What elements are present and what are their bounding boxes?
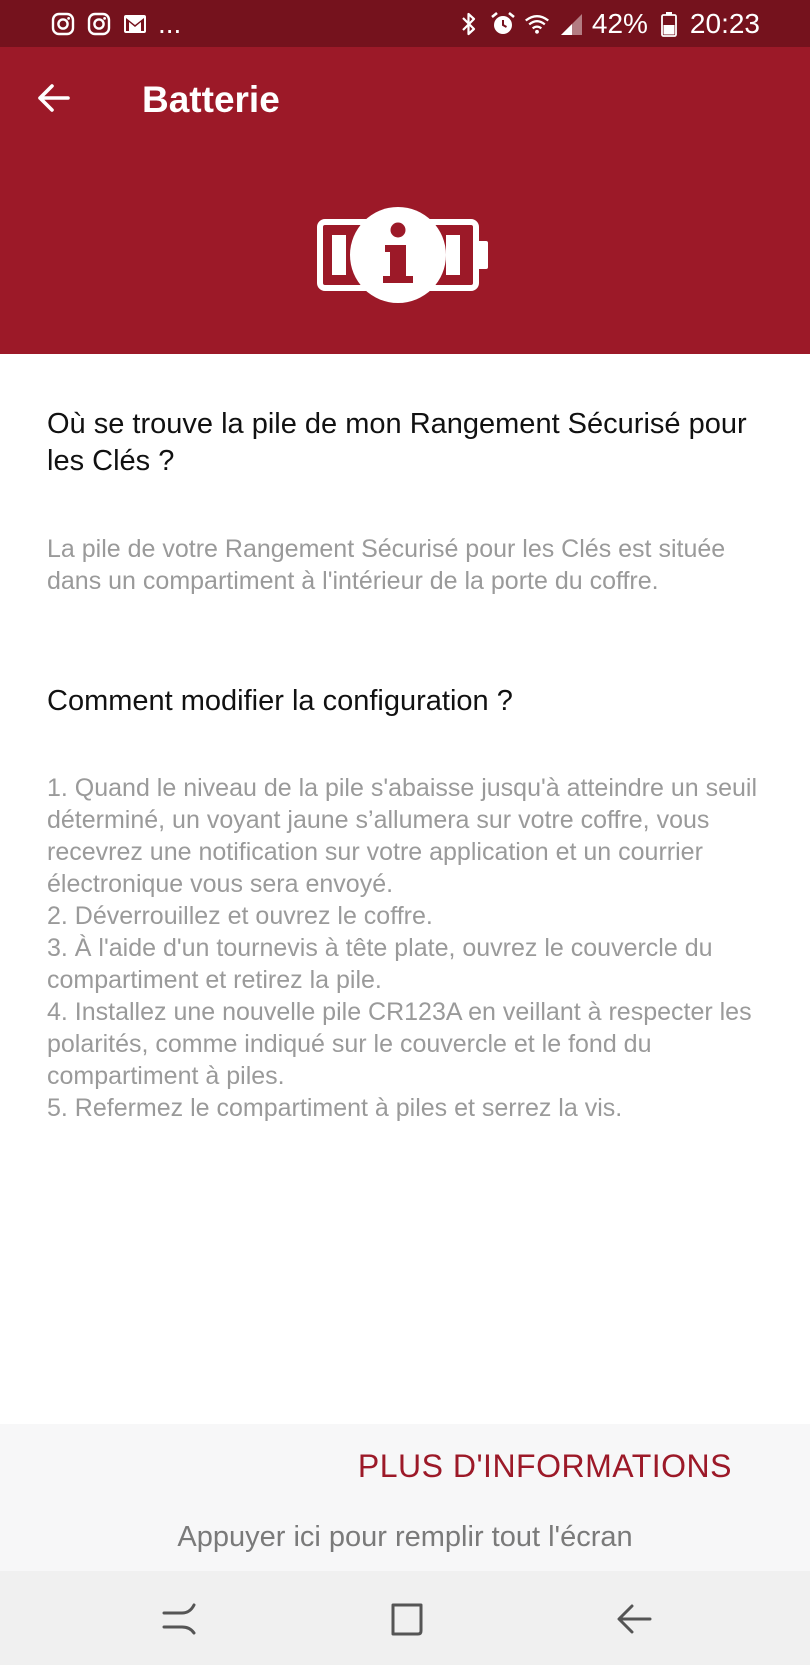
nav-back-button[interactable] xyxy=(610,1595,658,1643)
gmail-icon xyxy=(122,11,148,37)
home-button[interactable] xyxy=(383,1595,431,1643)
recents-icon xyxy=(160,1601,200,1637)
notification-overflow: ... xyxy=(158,7,182,39)
faq-step: 3. À l'aide d'un tournevis à tête plate, ouvrez le couvercle du compartiment et retirez la pile. xyxy=(47,934,713,994)
clock: 20:23 xyxy=(689,7,760,39)
more-info-button[interactable]: PLUS D'INFORMATIONS xyxy=(357,1448,732,1484)
faq-step: 5. Refermez le compartiment à piles et serrez la vis. xyxy=(47,1094,623,1122)
fill-screen-link[interactable]: Appuyer ici pour remplir tout l'écran xyxy=(177,1521,633,1553)
back-button[interactable] xyxy=(28,73,78,123)
recents-button[interactable] xyxy=(156,1595,204,1643)
bottom-panel xyxy=(0,1424,810,1571)
home-icon xyxy=(387,1599,427,1639)
wifi-icon xyxy=(524,11,550,37)
signal-icon xyxy=(558,11,584,37)
instagram-icon xyxy=(86,11,112,37)
status-indicators xyxy=(456,0,760,47)
faq-question-configuration: Comment modifier la configuration ? xyxy=(47,685,513,717)
battery-status-icon xyxy=(656,11,682,37)
system-nav-bar xyxy=(0,1571,810,1665)
instagram-icon xyxy=(50,11,76,37)
faq-answer-battery-location: La pile de votre Rangement Sécurisé pour les Clés est située dans un compartiment à l'intérieur de la porte du coffre. xyxy=(47,535,726,595)
page-title: Batterie xyxy=(142,79,280,120)
app-header xyxy=(0,47,810,354)
faq-question-battery-location: Où se trouve la pile de mon Rangement Sécurisé pour les Clés ? xyxy=(47,408,747,477)
faq-step: 4. Installez une nouvelle pile CR123A en veillant à respecter les polarités, comme indiqué sur le couvercle et le fond du compartiment à piles. xyxy=(47,998,752,1090)
battery-percentage: 42% xyxy=(591,7,648,39)
faq-step: 2. Déverrouillez et ouvrez le coffre. xyxy=(47,902,433,930)
status-notifications xyxy=(50,0,181,47)
back-icon xyxy=(614,1601,654,1637)
arrow-left-icon xyxy=(36,83,70,113)
status-bar xyxy=(0,0,810,47)
battery-info-icon xyxy=(316,205,494,305)
faq-step: 1. Quand le niveau de la pile s'abaisse jusqu'à atteindre un seuil déterminé, un voyant jaune s’allumera sur votre coffre, vous recevrez une notification sur votre application et un courrier électronique vous sera envoyé. xyxy=(47,774,758,898)
faq-steps-list xyxy=(47,772,767,1124)
alarm-icon xyxy=(490,11,516,37)
bluetooth-icon xyxy=(456,11,482,37)
